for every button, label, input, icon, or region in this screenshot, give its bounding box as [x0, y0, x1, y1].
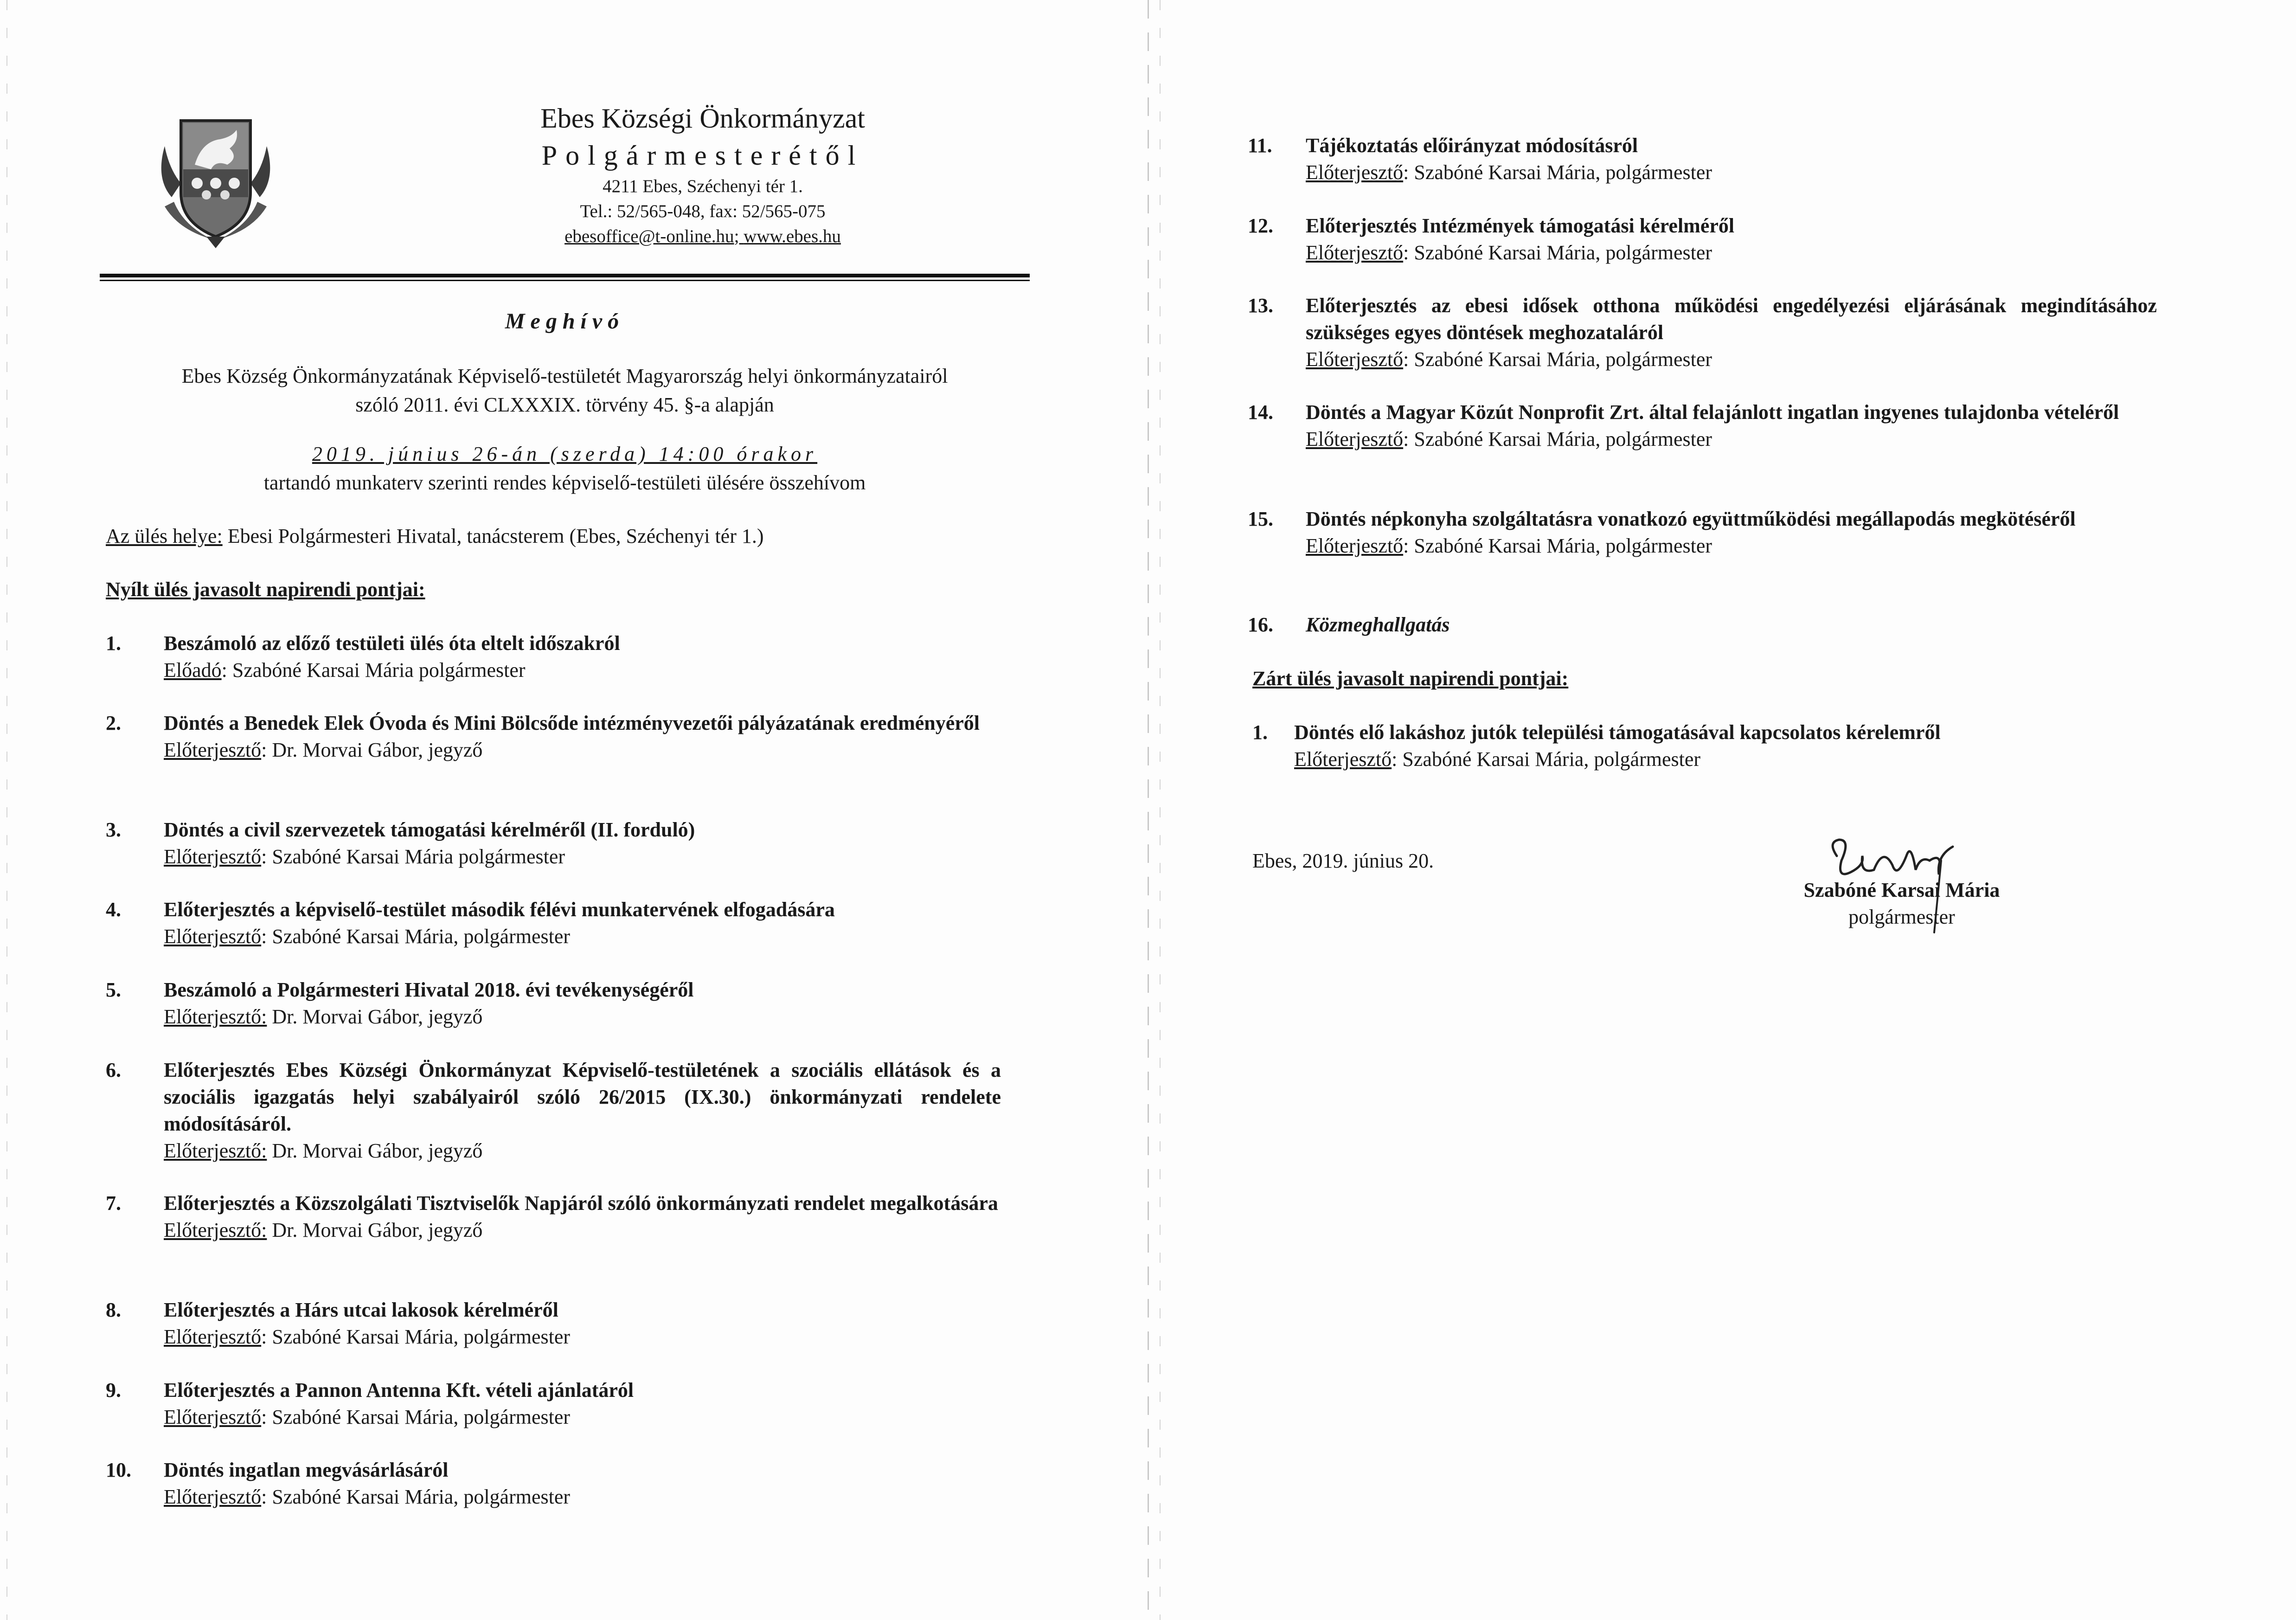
phone-fax: Tel.: 52/565-048, fax: 52/565-075 [580, 201, 826, 221]
venue-value: Ebesi Polgármesteri Hivatal, tanácsterem (Ebes, Széchenyi tér 1.) [222, 525, 764, 547]
agenda-item-title: Előterjesztés a képviselő-testület második félévi munkatervének elfogadására [164, 898, 835, 921]
agenda-item-presenter: Előterjesztő: Szabóné Karsai Mária, polgármester [164, 1325, 571, 1348]
agenda-item-presenter: Előterjesztő: Szabóné Karsai Mária, polgármester [1294, 748, 1701, 771]
header-rule-thin [100, 280, 1030, 281]
agenda-item-title: Közmeghallgatás [1306, 613, 1450, 636]
header-rule-thick [100, 274, 1030, 277]
contact-links [408, 224, 997, 249]
agenda-item-number: 14. [1248, 401, 1273, 424]
agenda-item-presenter: Előterjesztő: Szabóné Karsai Mária, polgármester [1306, 534, 1712, 557]
agenda-item-number: 8. [106, 1299, 121, 1321]
agenda-item-number: 3. [106, 818, 121, 841]
agenda-item-number: 4. [106, 898, 121, 921]
website-link[interactable]: www.ebes.hu [744, 226, 841, 246]
agenda-item-number: 5. [106, 978, 121, 1001]
agenda-item-title: Előterjesztés a Hárs utcai lakosok kérelméről [164, 1299, 558, 1321]
agenda-item-presenter: Előterjesztő: Szabóné Karsai Mária, polgármester [164, 925, 571, 948]
agenda-item-title: Beszámoló az előző testületi ülés óta eltelt időszakról [164, 632, 620, 655]
open-session-title: Nyílt ülés javasolt napirendi pontjai: [106, 578, 425, 601]
agenda-item-presenter: Előterjesztő: Dr. Morvai Gábor, jegyző [164, 739, 483, 761]
intro-text [100, 362, 1030, 419]
intro-line-1: Ebes Község Önkormányzatának Képviselő-testületét Magyarország helyi önkormányzatairól [181, 365, 948, 387]
agenda-item-number: 6. [106, 1059, 121, 1081]
agenda-item-title: Tájékoztatás előirányzat módosításról [1306, 134, 1638, 157]
agenda-item-number: 10. [106, 1459, 131, 1481]
agenda-item-number: 11. [1248, 134, 1272, 157]
agenda-item-number: 12. [1248, 214, 1273, 237]
agenda-item-title: Döntés ingatlan megvásárlásáról [164, 1459, 449, 1481]
agenda-item-number: 15. [1248, 508, 1273, 530]
agenda-item-presenter: Előadó: Szabóné Karsai Mária polgármester [164, 659, 526, 681]
org-name: Ebes Községi Önkormányzat [540, 103, 865, 134]
link-separator: ; [734, 226, 744, 246]
agenda-item-title: Előterjesztés Intézmények támogatási kérelméről [1306, 214, 1735, 237]
scan-edge-middle [1160, 0, 1161, 1620]
agenda-item-number: 9. [106, 1379, 121, 1401]
agenda-item-title: Előterjesztés a Pannon Antenna Kft. vételi ajánlatáról [164, 1379, 634, 1401]
agenda-item-number: 13. [1248, 294, 1273, 317]
signatory-role: polgármester [1848, 906, 1955, 928]
agenda-item-presenter: Előterjesztő: Dr. Morvai Gábor, jegyző [164, 1139, 483, 1162]
agenda-item-presenter: Előterjesztő: Szabóné Karsai Mária, polgármester [1306, 241, 1712, 264]
agenda-item-presenter: Előterjesztő: Szabóné Karsai Mária, polgármester [1306, 428, 1712, 450]
agenda-item-presenter: Előterjesztő: Szabóné Karsai Mária polgármester [164, 845, 565, 868]
address: 4211 Ebes, Széchenyi tér 1. [603, 176, 803, 196]
agenda-item-presenter: Előterjesztő: Dr. Morvai Gábor, jegyző [164, 1219, 483, 1241]
place-and-date: Ebes, 2019. június 20. [1252, 849, 1434, 872]
signatory-name: Szabóné Karsai Mária [1803, 879, 2000, 901]
agenda-item-presenter: Előterjesztő: Szabóné Karsai Mária, polgármester [164, 1406, 571, 1428]
scan-edge-left [6, 0, 7, 1620]
agenda-item-title: Előterjesztés Ebes Községi Önkormányzat Képviselő-testületének a szociális ellátások és a szociális igazgatás helyi szabályairól szóló 26/2015 (IX.30.) önkormányzati rendelete módosításáról. [164, 1059, 1001, 1135]
signature-block [1772, 877, 2032, 931]
agenda-item-title: Beszámoló a Polgármesteri Hivatal 2018. évi tevékenységéről [164, 978, 694, 1001]
venue [106, 522, 764, 551]
coat-of-arms-icon [146, 114, 285, 253]
agenda-item-title: Döntés népkonyha szolgáltatásra vonatkozó együttműködési megállapodás megkötéséről [1306, 508, 2076, 530]
email-link[interactable]: ebesoffice@t-online.hu [564, 226, 734, 246]
agenda-item-presenter: Előterjesztő: Szabóné Karsai Mária, polgármester [164, 1485, 571, 1508]
closed-session-title: Zárt ülés javasolt napirendi pontjai: [1252, 667, 1569, 690]
agenda-item-title: Döntés a Benedek Elek Óvoda és Mini Bölcsőde intézményvezetői pályázatának eredményéről [164, 712, 980, 734]
agenda-item-presenter: Előterjesztő: Dr. Morvai Gábor, jegyző [164, 1005, 483, 1028]
document-title: Meghívó [505, 309, 625, 334]
agenda-item-presenter: Előterjesztő: Szabóné Karsai Mária, polgármester [1306, 348, 1712, 371]
agenda-item-number: 7. [106, 1192, 121, 1215]
intro-line-2: szóló 2011. évi CLXXXIX. törvény 45. §-a alapján [355, 393, 774, 416]
agenda-item-title: Előterjesztés a Közszolgálati Tisztviselők Napjáról szóló önkormányzati rendelet megalkotására [164, 1192, 998, 1215]
agenda-item-title: Döntés a civil szervezetek támogatási kérelméről (II. forduló) [164, 818, 695, 841]
session-line: tartandó munkaterv szerinti rendes képviselő-testületi ülésére összehívom [263, 471, 866, 494]
agenda-item-number: 1. [106, 632, 121, 655]
agenda-item-title: Döntés a Magyar Közút Nonprofit Zrt. által felajánlott ingatlan ingyenes tulajdonba vételéről [1306, 401, 2119, 424]
office-name: Polgármesterétől [541, 140, 864, 171]
agenda-item-title: Döntés elő lakáshoz jutók települési támogatásával kapcsolatos kérelemről [1294, 721, 1941, 744]
letterhead [408, 100, 997, 249]
agenda-item-title: Előterjesztés az ebesi idősek otthona működési engedélyezési eljárásának megindításához szükséges egyes döntések meghozataláról [1306, 294, 2157, 344]
agenda-item-number: 16. [1248, 613, 1273, 636]
meeting-date: 2019. június 26-án (szerda) 14:00 órakor [312, 443, 818, 465]
page-divider [1148, 0, 1149, 1620]
venue-label: Az ülés helye: [106, 525, 223, 547]
agenda-item-number: 2. [106, 712, 121, 734]
agenda-item-presenter: Előterjesztő: Szabóné Karsai Mária, polgármester [1306, 161, 1712, 184]
agenda-item-number: 1. [1252, 721, 1268, 744]
